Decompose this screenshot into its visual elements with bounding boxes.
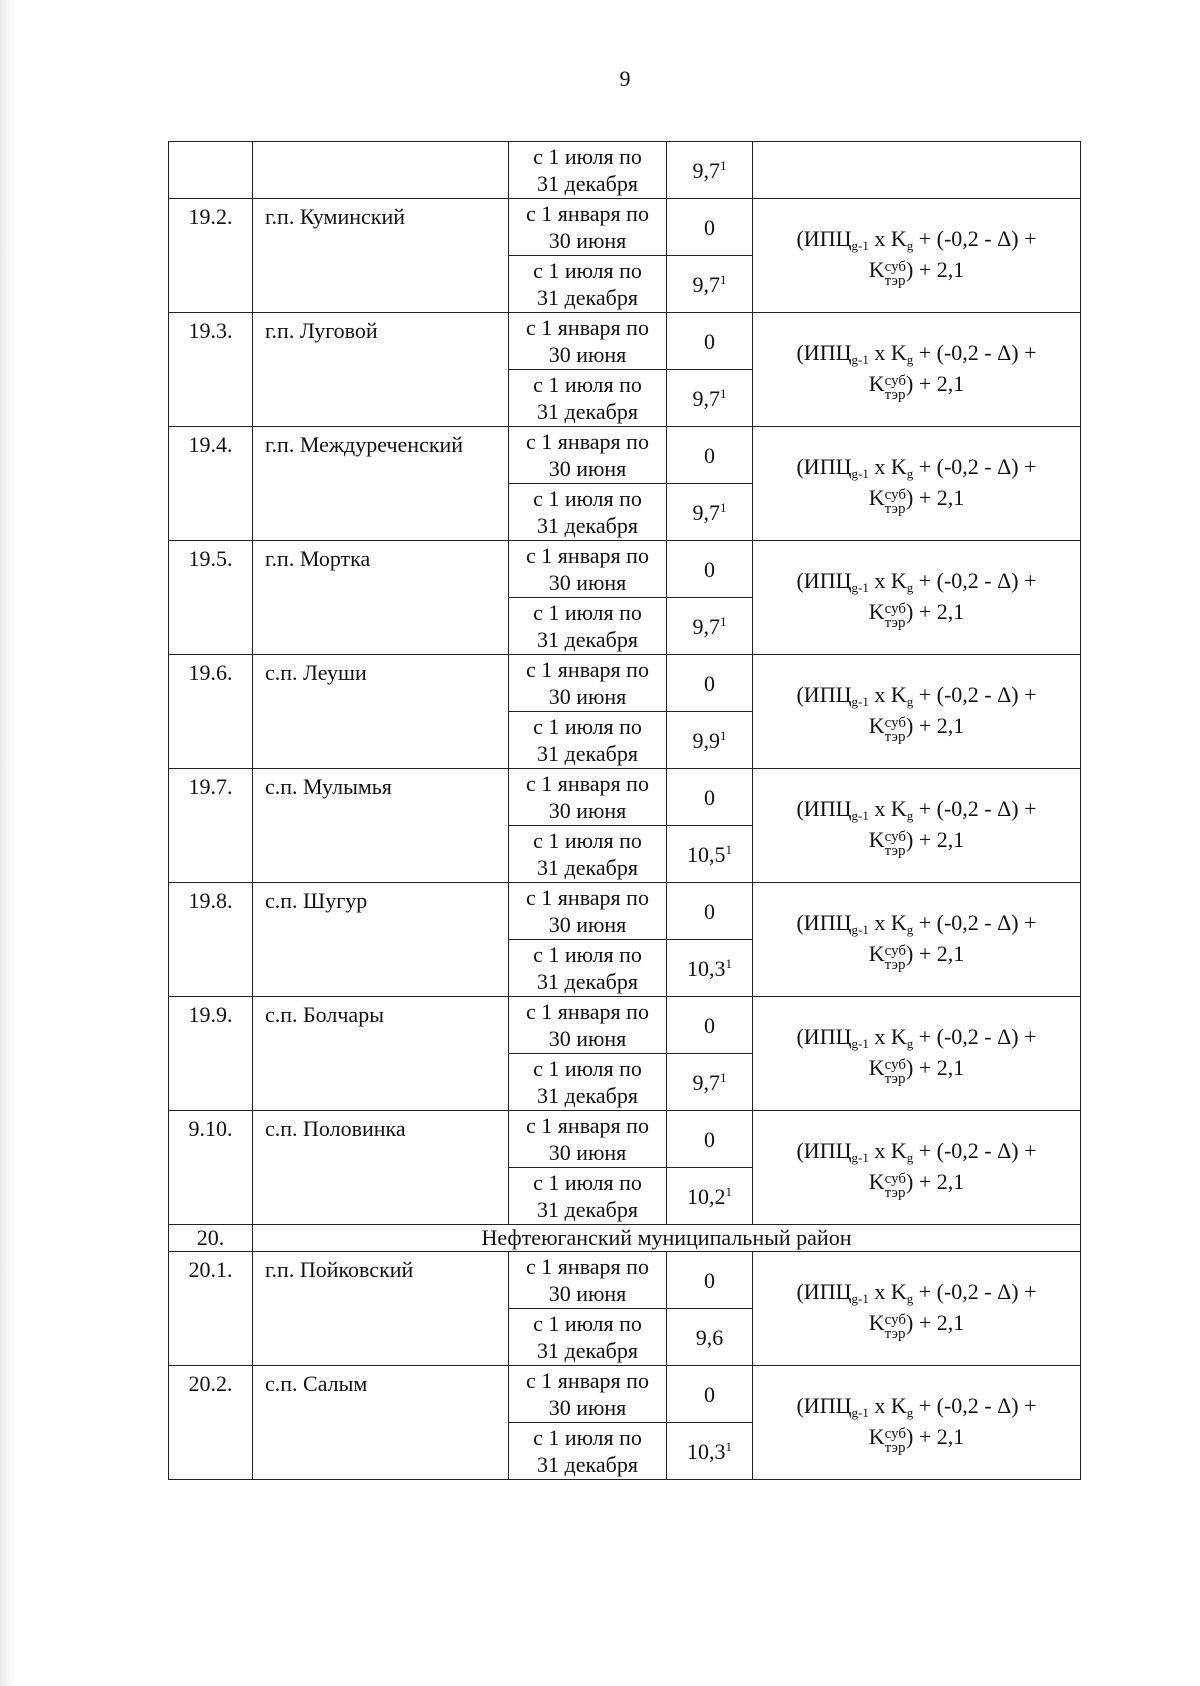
value-cell: 0 bbox=[667, 655, 753, 712]
period-line: 31 декабря bbox=[537, 741, 638, 766]
page-number: 9 bbox=[619, 66, 631, 91]
period-line: с 1 января по bbox=[526, 657, 649, 682]
footnote-mark: 1 bbox=[725, 1438, 732, 1454]
scan-edge bbox=[0, 0, 16, 1686]
value-cell bbox=[667, 256, 753, 313]
settlement-name: с.п. Шугур bbox=[253, 883, 509, 997]
table-row bbox=[169, 199, 1081, 256]
table-row bbox=[169, 1111, 1081, 1168]
period-line: с 1 января по bbox=[526, 999, 649, 1024]
period-line: с 1 июля по bbox=[533, 258, 642, 283]
period-line: с 1 июля по bbox=[533, 486, 642, 511]
formula-line-1: ($ИПЦ_{g-1}$ х $K_g + (-0,2 - \Delta)$ + bbox=[796, 1138, 1037, 1165]
settlement-name: г.п. Луговой bbox=[253, 313, 509, 427]
period-cell bbox=[509, 484, 667, 541]
value-text: 9,6 bbox=[695, 1324, 724, 1350]
period-line: 31 декабря bbox=[537, 1452, 638, 1477]
table-row bbox=[169, 883, 1081, 940]
footnote-mark: 1 bbox=[725, 1183, 732, 1199]
formula-line-1: ($ИПЦ_{g-1}$ х $K_g + (-0,2 - \Delta)$ + bbox=[796, 1279, 1037, 1306]
period-cell bbox=[509, 1168, 667, 1225]
value-text: 9,7 bbox=[692, 613, 720, 639]
footnote-mark: 1 bbox=[720, 157, 727, 173]
period-line: с 1 января по bbox=[526, 315, 649, 340]
period-cell bbox=[509, 598, 667, 655]
footnote-mark: 1 bbox=[720, 385, 727, 401]
settlement-name: г.п. Междуреченский bbox=[253, 427, 509, 541]
row-number: 20.1. bbox=[169, 1252, 253, 1366]
formula-cell bbox=[753, 1366, 1081, 1480]
period-line: с 1 января по bbox=[526, 885, 649, 910]
value-cell: 0 bbox=[667, 1366, 753, 1423]
formula-cell bbox=[753, 541, 1081, 655]
period-cell bbox=[509, 427, 667, 484]
formula-line-2: K суб тэр ) + 2,1 bbox=[868, 371, 965, 403]
row-number: 19.7. bbox=[169, 769, 253, 883]
period-line: 31 декабря bbox=[537, 1338, 638, 1363]
period-cell bbox=[509, 1054, 667, 1111]
period-line: 30 июня bbox=[548, 912, 627, 937]
period-cell bbox=[509, 997, 667, 1054]
formula-line-2: K суб тэр ) + 2,1 bbox=[868, 257, 965, 289]
period-cell bbox=[509, 1423, 667, 1480]
formula-line-1: ($ИПЦ_{g-1}$ х $K_g + (-0,2 - \Delta)$ + bbox=[796, 226, 1037, 253]
section-title: Нефтеюганский муниципальный район bbox=[253, 1225, 1081, 1252]
value-text: 10,3 bbox=[687, 955, 726, 981]
value-cell: 0 bbox=[667, 313, 753, 370]
period-line: с 1 января по bbox=[526, 1113, 649, 1138]
period-line: 30 июня bbox=[548, 342, 627, 367]
value-text: 9,7 bbox=[692, 385, 720, 411]
formula-cell bbox=[753, 1111, 1081, 1225]
settlement-name: с.п. Половинка bbox=[253, 1111, 509, 1225]
value-cell: 0 bbox=[667, 541, 753, 598]
settlement-name: с.п. Болчары bbox=[253, 997, 509, 1111]
period-cell bbox=[509, 655, 667, 712]
value-cell bbox=[667, 370, 753, 427]
formula-line-1: ($ИПЦ_{g-1}$ х $K_g + (-0,2 - \Delta)$ + bbox=[796, 910, 1037, 937]
value-text: 10,3 bbox=[687, 1438, 726, 1464]
formula-cell bbox=[753, 427, 1081, 541]
settlement-name: г.п. Мортка bbox=[253, 541, 509, 655]
table-row bbox=[169, 541, 1081, 598]
period-line: 30 июня bbox=[548, 1395, 627, 1420]
period-line: с 1 июля по bbox=[533, 1170, 642, 1195]
formula-cell bbox=[753, 769, 1081, 883]
period-line: 30 июня bbox=[548, 456, 627, 481]
period-line: с 1 июля по bbox=[533, 144, 642, 169]
row-number: 9.10. bbox=[169, 1111, 253, 1225]
tariff-table bbox=[168, 141, 1081, 1480]
footnote-mark: 1 bbox=[720, 727, 727, 743]
formula-line-2: K суб тэр ) + 2,1 bbox=[868, 1169, 965, 1201]
formula-cell bbox=[753, 655, 1081, 769]
section-number: 20. bbox=[169, 1225, 253, 1252]
row-number: 19.8. bbox=[169, 883, 253, 997]
period-line: 30 июня bbox=[548, 798, 627, 823]
formula-line-2: K суб тэр ) + 2,1 bbox=[868, 1424, 965, 1456]
period-line: 31 декабря bbox=[537, 1197, 638, 1222]
period-line: 30 июня bbox=[548, 1026, 627, 1051]
value-cell: 0 bbox=[667, 769, 753, 826]
period-cell bbox=[509, 199, 667, 256]
footnote-mark: 1 bbox=[725, 955, 732, 971]
formula-cell bbox=[753, 883, 1081, 997]
period-line: 31 декабря bbox=[537, 969, 638, 994]
period-line: 31 декабря bbox=[537, 171, 638, 196]
row-number: 19.3. bbox=[169, 313, 253, 427]
period-line: 31 декабря bbox=[537, 1083, 638, 1108]
value-cell bbox=[667, 1423, 753, 1480]
formula-line-1: ($ИПЦ_{g-1}$ х $K_g + (-0,2 - \Delta)$ + bbox=[796, 568, 1037, 595]
formula-line-2: K суб тэр ) + 2,1 bbox=[868, 941, 965, 973]
value-cell bbox=[667, 1168, 753, 1225]
footnote-mark: 1 bbox=[720, 1069, 727, 1085]
formula-line-2: K суб тэр ) + 2,1 bbox=[868, 599, 965, 631]
value-text: 10,2 bbox=[687, 1183, 726, 1209]
value-cell: 0 bbox=[667, 1252, 753, 1309]
period-cell bbox=[509, 769, 667, 826]
formula-cell bbox=[753, 997, 1081, 1111]
value-cell: 0 bbox=[667, 1111, 753, 1168]
settlement-name: с.п. Салым bbox=[253, 1366, 509, 1480]
formula-line-1: ($ИПЦ_{g-1}$ х $K_g + (-0,2 - \Delta)$ + bbox=[796, 796, 1037, 823]
period-cell bbox=[509, 1111, 667, 1168]
formula-line-1: ($ИПЦ_{g-1}$ х $K_g + (-0,2 - \Delta)$ + bbox=[796, 682, 1037, 709]
period-line: 30 июня bbox=[548, 570, 627, 595]
formula-cell bbox=[753, 142, 1081, 199]
formula-line-2: K суб тэр ) + 2,1 bbox=[868, 1055, 965, 1087]
footnote-mark: 1 bbox=[720, 613, 727, 629]
period-line: с 1 января по bbox=[526, 201, 649, 226]
row-number: 19.2. bbox=[169, 199, 253, 313]
value-cell bbox=[667, 1054, 753, 1111]
footnote-mark: 1 bbox=[725, 841, 732, 857]
row-number: 19.4. bbox=[169, 427, 253, 541]
formula-line-1: ($ИПЦ_{g-1}$ х $K_g + (-0,2 - \Delta)$ + bbox=[796, 454, 1037, 481]
value-cell: 0 bbox=[667, 199, 753, 256]
formula-line-1: ($ИПЦ_{g-1}$ х $K_g + (-0,2 - \Delta)$ + bbox=[796, 340, 1037, 367]
period-line: 31 декабря bbox=[537, 513, 638, 538]
settlement-name: г.п. Куминский bbox=[253, 199, 509, 313]
table-row bbox=[169, 313, 1081, 370]
row-name-cell bbox=[253, 142, 509, 199]
table-row bbox=[169, 655, 1081, 712]
settlement-name: с.п. Леуши bbox=[253, 655, 509, 769]
formula-cell bbox=[753, 313, 1081, 427]
period-line: с 1 января по bbox=[526, 1368, 649, 1393]
period-line: с 1 июля по bbox=[533, 372, 642, 397]
period-line: с 1 января по bbox=[526, 771, 649, 796]
formula-cell bbox=[753, 1252, 1081, 1366]
value-cell bbox=[667, 142, 753, 199]
table-row bbox=[169, 1366, 1081, 1423]
period-line: с 1 июля по bbox=[533, 1311, 642, 1336]
table-row bbox=[169, 1252, 1081, 1309]
period-line: с 1 июля по bbox=[533, 942, 642, 967]
period-line: 30 июня bbox=[548, 228, 627, 253]
period-cell bbox=[509, 826, 667, 883]
value-cell bbox=[667, 712, 753, 769]
value-cell bbox=[667, 826, 753, 883]
period-cell bbox=[509, 940, 667, 997]
period-cell bbox=[509, 313, 667, 370]
formula-line-2: K суб тэр ) + 2,1 bbox=[868, 1310, 965, 1342]
period-cell bbox=[509, 712, 667, 769]
row-number-cell bbox=[169, 142, 253, 199]
formula-line-1: ($ИПЦ_{g-1}$ х $K_g + (-0,2 - \Delta)$ + bbox=[796, 1393, 1037, 1420]
section-row bbox=[169, 1225, 1081, 1252]
period-line: с 1 июля по bbox=[533, 1425, 642, 1450]
period-line: с 1 января по bbox=[526, 429, 649, 454]
period-cell bbox=[509, 883, 667, 940]
value-text: 10,5 bbox=[687, 841, 726, 867]
period-cell bbox=[509, 1252, 667, 1309]
value-text: 9,7 bbox=[692, 1069, 720, 1095]
period-cell bbox=[509, 256, 667, 313]
value-text: 9,9 bbox=[692, 727, 720, 753]
period-line: с 1 июля по bbox=[533, 714, 642, 739]
row-number: 20.2. bbox=[169, 1366, 253, 1480]
table-row bbox=[169, 997, 1081, 1054]
period-line: 30 июня bbox=[548, 684, 627, 709]
table-row bbox=[169, 427, 1081, 484]
value-cell bbox=[667, 1309, 753, 1366]
value-cell: 0 bbox=[667, 997, 753, 1054]
period-line: 30 июня bbox=[548, 1140, 627, 1165]
table-row bbox=[169, 769, 1081, 826]
footnote-mark: 1 bbox=[720, 271, 727, 287]
value-text: 9,7 bbox=[692, 499, 720, 525]
period-line: 31 декабря bbox=[537, 855, 638, 880]
period-cell bbox=[509, 142, 667, 199]
period-line: 30 июня bbox=[548, 1281, 627, 1306]
period-line: 31 декабря bbox=[537, 285, 638, 310]
period-line: с 1 января по bbox=[526, 1254, 649, 1279]
value-cell bbox=[667, 598, 753, 655]
formula-cell bbox=[753, 199, 1081, 313]
table-row bbox=[169, 142, 1081, 199]
footnote-mark: 1 bbox=[720, 499, 727, 515]
row-number: 19.6. bbox=[169, 655, 253, 769]
formula-line-2: K суб тэр ) + 2,1 bbox=[868, 485, 965, 517]
row-number: 19.5. bbox=[169, 541, 253, 655]
settlement-name: г.п. Пойковский bbox=[253, 1252, 509, 1366]
period-line: с 1 июля по bbox=[533, 828, 642, 853]
value-text: 9,7 bbox=[692, 157, 720, 183]
period-line: 31 декабря bbox=[537, 627, 638, 652]
period-cell bbox=[509, 370, 667, 427]
formula-line-2: K суб тэр ) + 2,1 bbox=[868, 827, 965, 859]
formula-line-1: ($ИПЦ_{g-1}$ х $K_g + (-0,2 - \Delta)$ + bbox=[796, 1024, 1037, 1051]
period-line: с 1 января по bbox=[526, 543, 649, 568]
period-cell bbox=[509, 1366, 667, 1423]
value-cell bbox=[667, 484, 753, 541]
row-number: 19.9. bbox=[169, 997, 253, 1111]
value-cell: 0 bbox=[667, 883, 753, 940]
period-line: с 1 июля по bbox=[533, 1056, 642, 1081]
value-cell bbox=[667, 940, 753, 997]
period-line: 31 декабря bbox=[537, 399, 638, 424]
value-text: 9,7 bbox=[692, 271, 720, 297]
period-cell bbox=[509, 541, 667, 598]
period-cell bbox=[509, 1309, 667, 1366]
formula-line-2: K суб тэр ) + 2,1 bbox=[868, 713, 965, 745]
value-cell: 0 bbox=[667, 427, 753, 484]
period-line: с 1 июля по bbox=[533, 600, 642, 625]
settlement-name: с.п. Мулымья bbox=[253, 769, 509, 883]
